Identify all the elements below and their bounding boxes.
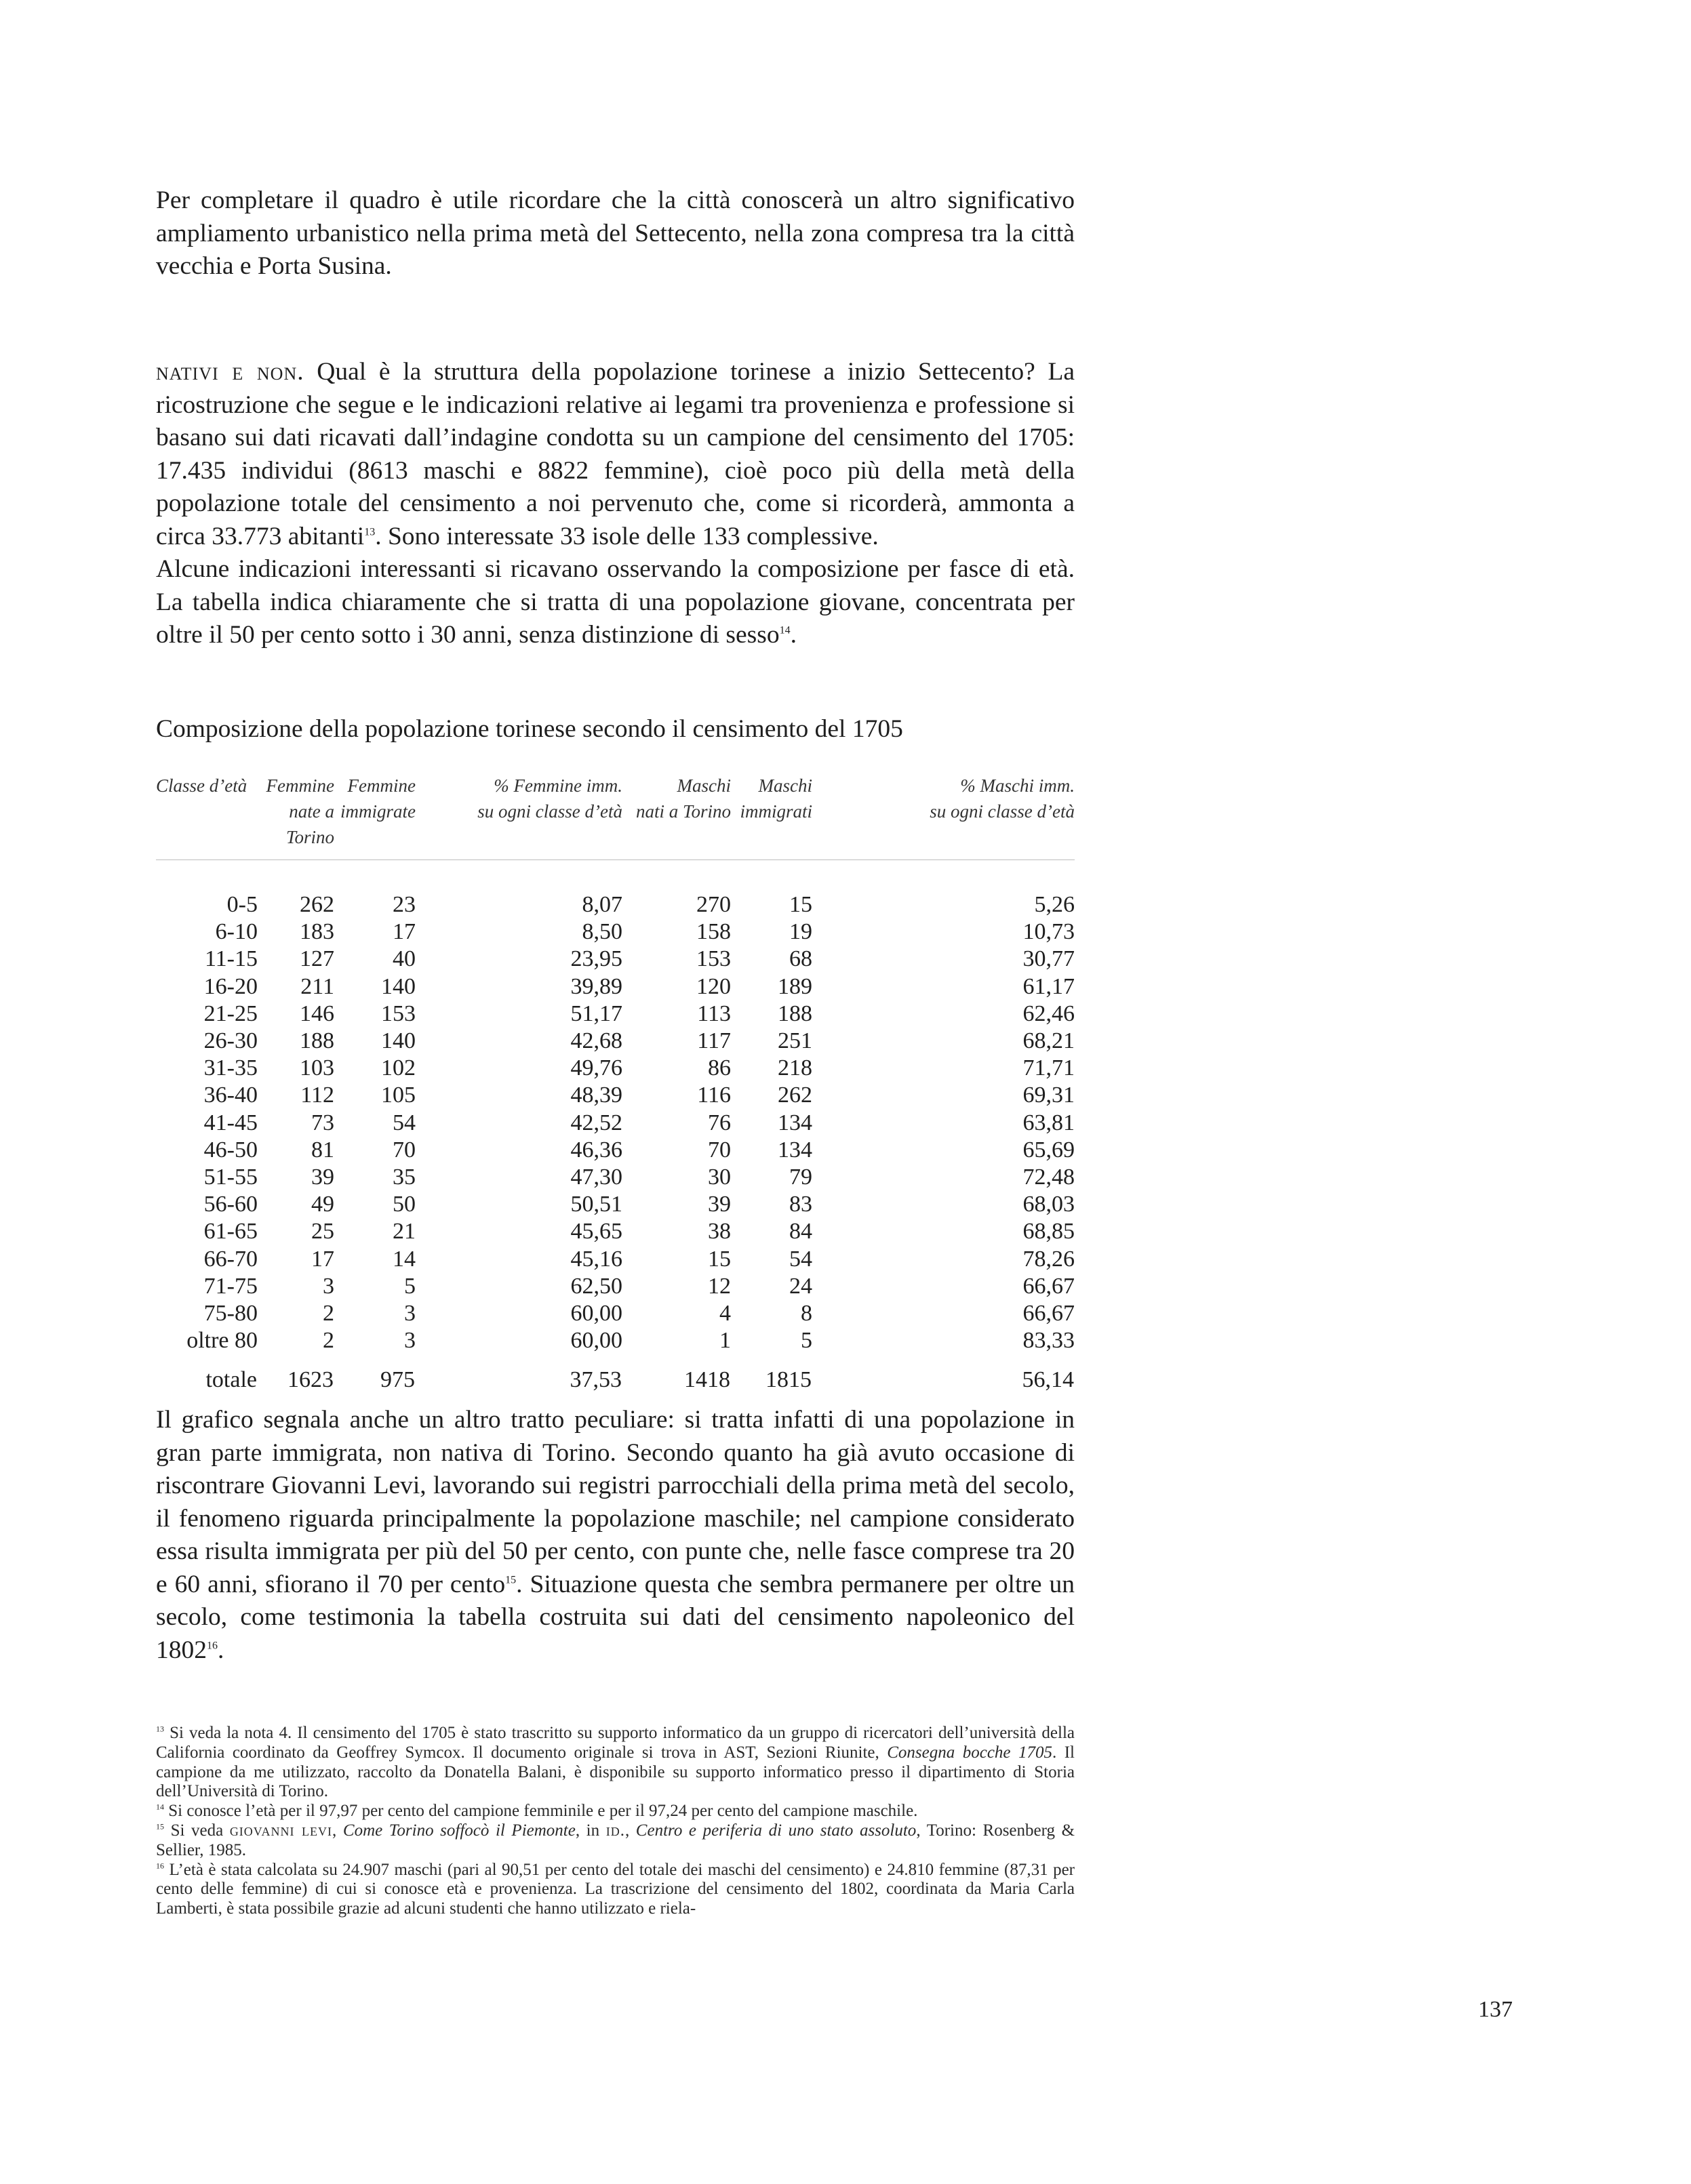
table-cell: 0-5 [226,892,258,917]
table-cell: 3 [323,1273,334,1299]
table-cell: 26-30 [203,1028,258,1054]
table-row [156,1300,1075,1327]
table-cell: 23,95 [570,946,622,972]
table-row [156,946,1075,973]
table-cell: 46,36 [570,1137,622,1162]
table-cell: 76 [708,1110,731,1135]
table-cell: 70 [393,1137,416,1162]
column-header-line-2: nati a Torino [635,801,731,822]
table-row [156,1055,1075,1082]
table-cell: 72,48 [1022,1165,1075,1190]
grafico-text-end: . [218,1636,224,1664]
footnote-number: 14 [156,1802,164,1812]
footnote-13-text: Si veda la nota 4. Il censimento del 1705 è stato trascritto su supporto informatico da un gruppo di ricercatori dell’università della California coordinato da Geoffrey Symcox. Il documento originale si trova in AST, Sezioni Riunite, [156,1724,1075,1762]
table-cell: 50 [393,1192,416,1217]
column-header [258,773,334,860]
table-cell: 68 [789,946,812,972]
table-cell: 68,03 [1022,1192,1075,1217]
table-cell: 49,76 [570,1055,622,1081]
table-cell: 60,00 [570,1301,622,1327]
table-cell: 5 [801,1328,812,1354]
table-cell: 39,89 [570,973,622,999]
table-cell: 262 [300,892,334,917]
table-header-row [156,773,1075,860]
column-header [731,773,812,860]
footnote-14-text: Si conosce l’età per il 97,97 per cento del campione femminile e per il 97,24 per cento del campione maschile. [168,1802,918,1821]
table-cell: 66,67 [1022,1273,1075,1299]
table-cell: 188 [300,1028,334,1054]
table-cell: 31-35 [203,1055,258,1081]
nativi-p2-end: . [790,621,797,649]
table-cell: 8,50 [582,919,622,945]
table-cell: 158 [696,919,731,945]
footnote-15-author: giovanni levi [229,1821,333,1840]
footnote-15-publisher: , Torino: Rosenberg & Sellier, 1985. [156,1821,1075,1859]
table-cell: 218 [778,1055,812,1081]
column-header [812,773,1075,860]
table-row [156,973,1075,1000]
table-cell: 15 [708,1246,731,1272]
table-cell: 25 [311,1219,334,1245]
table-cell: 71-75 [203,1273,258,1299]
table-row [156,860,1075,919]
table-cell: 140 [381,973,416,999]
footnote-ref-15[interactable]: 15 [505,1574,517,1585]
column-header-line-2: su ogni classe d’età [477,801,622,822]
table-cell: 140 [381,1028,416,1054]
table-cell: 262 [778,1083,812,1108]
table-cell: 41-45 [203,1110,258,1135]
footnote-number: 13 [156,1724,164,1734]
table-body [156,860,1075,1355]
table-cell: 42,68 [570,1028,622,1054]
table-cell: 10,73 [1022,919,1075,945]
table-cell: 127 [300,946,334,972]
table-cell: 6-10 [215,919,258,945]
grafico-text [156,1404,1075,1667]
column-header [334,773,416,860]
table-cell: 113 [697,1000,731,1026]
footnote-15-sep: , [332,1821,343,1840]
total-cell: 56,14 [1022,1367,1074,1393]
table-cell: 12 [708,1273,731,1299]
footnote-15-text: Si veda [170,1821,230,1840]
footnote-15-in: , in [575,1821,606,1840]
column-header-line-2: nate a Torino [285,801,334,847]
footnote-15-sep-2: , [624,1821,636,1840]
table-cell: 40 [393,946,416,972]
footnote-13 [156,1724,1075,1802]
table-cell: 35 [393,1165,416,1190]
table-row [156,1191,1075,1218]
table-row [156,1327,1075,1354]
table-cell: 2 [323,1301,334,1327]
table-cell: 17 [393,919,416,945]
table-cell: 45,16 [570,1246,622,1272]
table-row [156,918,1075,946]
table-cell: 120 [696,973,731,999]
table-row [156,1028,1075,1055]
table-row [156,1164,1075,1191]
table-cell: 102 [381,1055,416,1081]
table-cell: 61,17 [1022,973,1075,999]
column-header-line-1: Maschi [758,775,812,796]
table-cell: 54 [789,1246,812,1272]
table-row [156,1137,1075,1164]
table-row [156,1246,1075,1273]
footnote-number: 16 [156,1861,164,1871]
table-cell: 81 [311,1137,334,1162]
table-cell: 134 [778,1137,812,1162]
total-cell: 1623 [287,1367,334,1393]
table-caption: Composizione della popolazione torinese secondo il censimento del 1705 [156,715,903,743]
table-cell: 5 [404,1273,416,1299]
table-cell: 3 [404,1301,416,1327]
table-cell: 68,21 [1022,1028,1075,1054]
nativi-p1-text: Qual è la struttura della popolazione torinese a inizio Settecento? La ricostruzione che segue e le indicazioni relative ai legami tra provenienza e professione si basano sui dati ricavati dall’indagine condotta su un campione del censimento del 1705: 17.435 individui (8613 maschi e 8822 femmine), cioè poco più della metà della popolazione totale del censimento a noi pervenuto che, come si ricorderà, ammonta a circa 33.773 abitanti [156,358,1075,550]
section-heading: nativi e non. [156,358,304,386]
nativi-p2-text: Alcune indicazioni interessanti si ricavano osservando la composizione per fasce di età. La tabella indica chiaramente che si tratta di una popolazione giovane, concentrata per oltre il 50 per cento sotto i 30 anni, senza distinzione di sesso [156,555,1075,649]
table-cell: 153 [696,946,731,972]
table-cell: 78,26 [1022,1246,1075,1272]
total-cell: 975 [380,1367,415,1393]
column-header [416,773,622,860]
table-cell: 16-20 [203,973,258,999]
table-cell: 45,65 [570,1219,622,1245]
column-header-line-1: % Maschi imm. [960,775,1075,796]
footnotes [156,1724,1075,1919]
table-cell: 49 [311,1192,334,1217]
table-cell: 38 [708,1219,731,1245]
footnote-number: 15 [156,1821,164,1832]
table-cell: 61-65 [203,1219,258,1245]
table-cell: 17 [311,1246,334,1272]
table-cell: 211 [300,973,334,999]
table-cell: 66-70 [203,1246,258,1272]
table-cell: 47,30 [570,1165,622,1190]
table-cell: 103 [300,1055,334,1081]
intro-paragraph [156,184,1075,283]
table-cell: 153 [381,1000,416,1026]
footnote-15-id: id. [605,1821,625,1840]
column-header-line-2: immigrate [340,801,416,822]
table-cell: 19 [789,919,812,945]
footnote-ref-13[interactable]: 13 [364,526,376,538]
column-header-line-1: % Femmine imm. [494,775,622,796]
total-cell: 37,53 [570,1367,622,1393]
table-cell: 73 [311,1110,334,1135]
table-cell: 21-25 [203,1000,258,1026]
table-cell: 23 [393,892,416,917]
table-cell: 36-40 [203,1083,258,1108]
column-header [156,773,258,860]
nativi-paragraph-2 [156,553,1075,652]
table-cell: 62,50 [570,1273,622,1299]
table-cell: oltre 80 [186,1328,258,1354]
table-cell: 11-15 [204,946,258,972]
table-cell: 14 [393,1246,416,1272]
table-cell: 51,17 [570,1000,622,1026]
table-cell: 63,81 [1022,1110,1075,1135]
table-cell: 62,46 [1022,1000,1075,1026]
footnote-14 [156,1802,1075,1821]
column-header-line-2: su ogni classe d’età [930,801,1075,822]
table-cell: 8 [801,1301,812,1327]
column-header [622,773,731,860]
nativi-p1-end: . Sono interessate 33 isole delle 133 complessive. [375,522,879,550]
total-cell: 1418 [684,1367,730,1393]
table-row [156,1273,1075,1300]
footnote-15-title-1: Come Torino soffocò il Piemonte [342,1821,576,1840]
column-header-line-2: immigrati [740,801,812,822]
table-cell: 5,26 [1034,892,1075,917]
table-cell: 189 [778,973,812,999]
total-cell: 1815 [765,1367,812,1393]
footnote-16 [156,1861,1075,1919]
table-cell: 46-50 [203,1137,258,1162]
table-cell: 65,69 [1022,1137,1075,1162]
table-cell: 68,85 [1022,1219,1075,1245]
table-cell: 270 [696,892,731,917]
table-cell: 4 [719,1301,731,1327]
table-cell: 86 [708,1055,731,1081]
table-cell: 70 [708,1137,731,1162]
table-cell: 39 [311,1165,334,1190]
table-cell: 84 [789,1219,812,1245]
intro-text: Per completare il quadro è utile ricordare che la città conoscerà un altro significativo ampliamento urbanistico nella prima metà del Settecento, nella zona compresa tra la città vecchia e Porta Susina. [156,186,1075,280]
footnote-13-text-end: . Il campione da me utilizzato, raccolto da Donatella Balani, è disponibile su supporto informatico presso il dipartimento di Storia dell’Università di Torino. [156,1743,1075,1801]
table-cell: 56-60 [203,1192,258,1217]
table-cell: 83,33 [1022,1328,1075,1354]
page-number: 137 [1478,1997,1513,2022]
table-row [156,1082,1075,1109]
grafico-text-mid: . Situazione questa che sembra permanere per oltre un secolo, come testimonia la tabella costruita sui dati del censimento napoleonico del 1802 [156,1570,1075,1664]
table-row [156,1110,1075,1137]
table-cell: 112 [300,1083,334,1108]
grafico-paragraph [156,1404,1075,1667]
table-cell: 71,71 [1022,1055,1075,1081]
table-cell: 30,77 [1022,946,1075,972]
table-cell: 66,67 [1022,1301,1075,1327]
total-cell: totale [205,1367,257,1393]
table-cell: 50,51 [570,1192,622,1217]
table-cell: 39 [708,1192,731,1217]
table-cell: 48,39 [570,1083,622,1108]
table-cell: 69,31 [1022,1083,1075,1108]
footnote-ref-16[interactable]: 16 [207,1640,218,1651]
table-cell: 188 [778,1000,812,1026]
table-cell: 117 [697,1028,731,1054]
table-cell: 83 [789,1192,812,1217]
table-cell: 75-80 [203,1301,258,1327]
table-cell: 1 [719,1328,731,1354]
table-cell: 251 [778,1028,812,1054]
column-header-line-1: Femmine [266,775,334,796]
table-row [156,1218,1075,1245]
column-header-line-1: Femmine [347,775,416,796]
table-cell: 51-55 [203,1165,258,1190]
table-cell: 146 [300,1000,334,1026]
table-cell: 60,00 [570,1328,622,1354]
table-cell: 42,52 [570,1110,622,1135]
table-cell: 30 [708,1165,731,1190]
table-cell: 15 [789,892,812,917]
table-cell: 54 [393,1110,416,1135]
population-table [156,773,1075,1394]
column-header-line-1: Classe d’età [156,775,247,796]
footnote-ref-14[interactable]: 14 [779,624,791,636]
table-cell: 79 [789,1165,812,1190]
nativi-paragraph-1 [156,356,1075,553]
grafico-text-main: Il grafico segnala anche un altro tratto peculiare: si tratta infatti di una popolazione in gran parte immigrata, non nativa di Torino. Secondo quanto ha già avuto occasione di riscontrare Giovanni Levi, lavorando sui registri parrocchiali della prima metà del secolo, il fenomeno riguarda principalmente la popolazione maschile; nel campione considerato essa risulta immigrata per più del 50 per cento, con punte che, nelle fasce comprese tra 20 e 60 anni, sfiorano il 70 per cento [156,1406,1075,1598]
table-cell: 105 [381,1083,416,1108]
footnote-15 [156,1821,1075,1861]
table-cell: 2 [323,1328,334,1354]
table-cell: 116 [697,1083,731,1108]
nativi-section [156,356,1075,652]
table-cell: 21 [393,1219,416,1245]
table-row [156,1000,1075,1028]
footnote-16-text: L’età è stata calcolata su 24.907 maschi (pari al 90,51 per cento del totale dei maschi del censimento) e 24.810 femmine (87,31 per cento delle femmine) di cui si conosce età e provenienza. La trascrizione del censimento del 1802, coordinata da Maria Carla Lamberti, è stata possibile grazie ad alcuni studenti che hanno utilizzato e riela- [156,1860,1075,1918]
footnote-15-title-2: Centro e periferia di uno stato assoluto [635,1821,917,1840]
table-cell: 134 [778,1110,812,1135]
table-cell: 24 [789,1273,812,1299]
footnote-13-title: Consegna bocche 1705 [887,1743,1052,1762]
table-cell: 8,07 [582,892,622,917]
table-cell: 183 [300,919,334,945]
table-total-row [156,1354,1075,1394]
column-header-line-1: Maschi [677,775,731,796]
table-cell: 3 [404,1328,416,1354]
